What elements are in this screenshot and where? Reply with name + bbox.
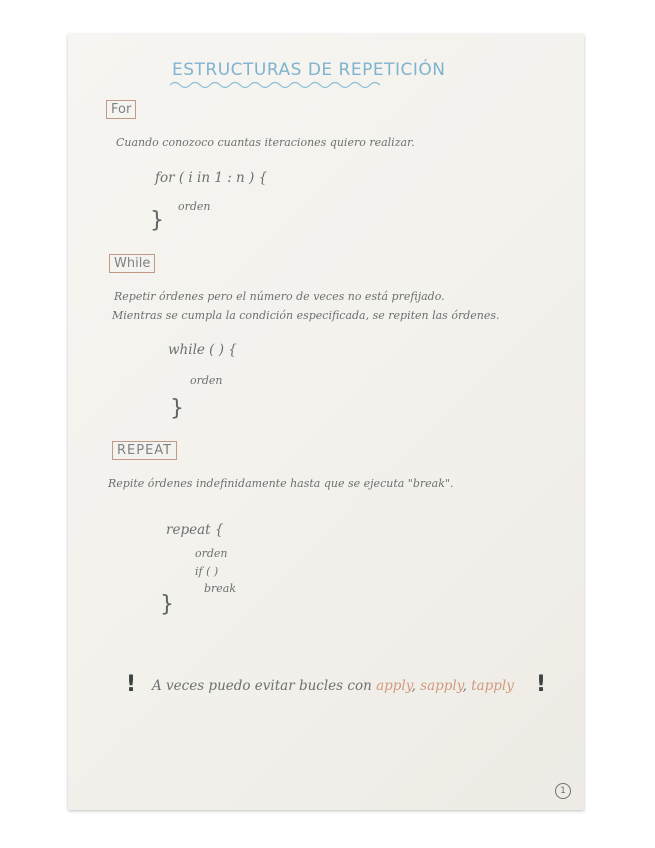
note-sep-2: , <box>462 678 467 694</box>
for-description: Cuando conozoco cuantas iteraciones quiero realizar. <box>116 136 415 149</box>
repeat-code-line-break: break <box>204 582 237 595</box>
repeat-code-open: repeat { <box>166 522 224 538</box>
while-description-2: Mientras se cumpla la condición especificada, se repiten las órdenes. <box>112 309 500 322</box>
for-code-body: orden <box>178 200 211 213</box>
while-code-close: } <box>170 396 184 421</box>
for-code-close: } <box>150 208 164 233</box>
repeat-code-line-if: if ( ) <box>195 565 219 578</box>
for-heading: For <box>106 100 136 119</box>
note-sep-1: , <box>411 678 416 694</box>
note-fn-sapply: sapply <box>420 678 463 694</box>
note-fn-tapply: tapply <box>471 678 514 694</box>
while-code-open: while ( ) { <box>168 342 237 358</box>
note-fn-apply: apply <box>376 678 412 694</box>
title-underline-wave <box>170 80 380 90</box>
for-code-open: for ( i in 1 : n ) { <box>155 170 268 186</box>
while-description-1: Repetir órdenes pero el número de veces no está prefijado. <box>114 290 445 303</box>
repeat-code-line-orden: orden <box>195 547 228 560</box>
repeat-description: Repite órdenes indefinidamente hasta que se ejecuta "break". <box>108 477 454 490</box>
note-exclamation-right: ! <box>536 672 547 697</box>
page-number: 1 <box>555 783 571 799</box>
repeat-code-close: } <box>160 592 174 617</box>
page-title: ESTRUCTURAS DE REPETICIÓN <box>172 60 446 80</box>
note-text: A veces puedo evitar bucles con <box>152 678 372 694</box>
while-code-body: orden <box>190 374 223 387</box>
note-exclamation-left: ! <box>126 672 137 697</box>
note-line <box>152 678 514 694</box>
repeat-heading: REPEAT <box>112 441 177 460</box>
while-heading: While <box>109 254 155 273</box>
